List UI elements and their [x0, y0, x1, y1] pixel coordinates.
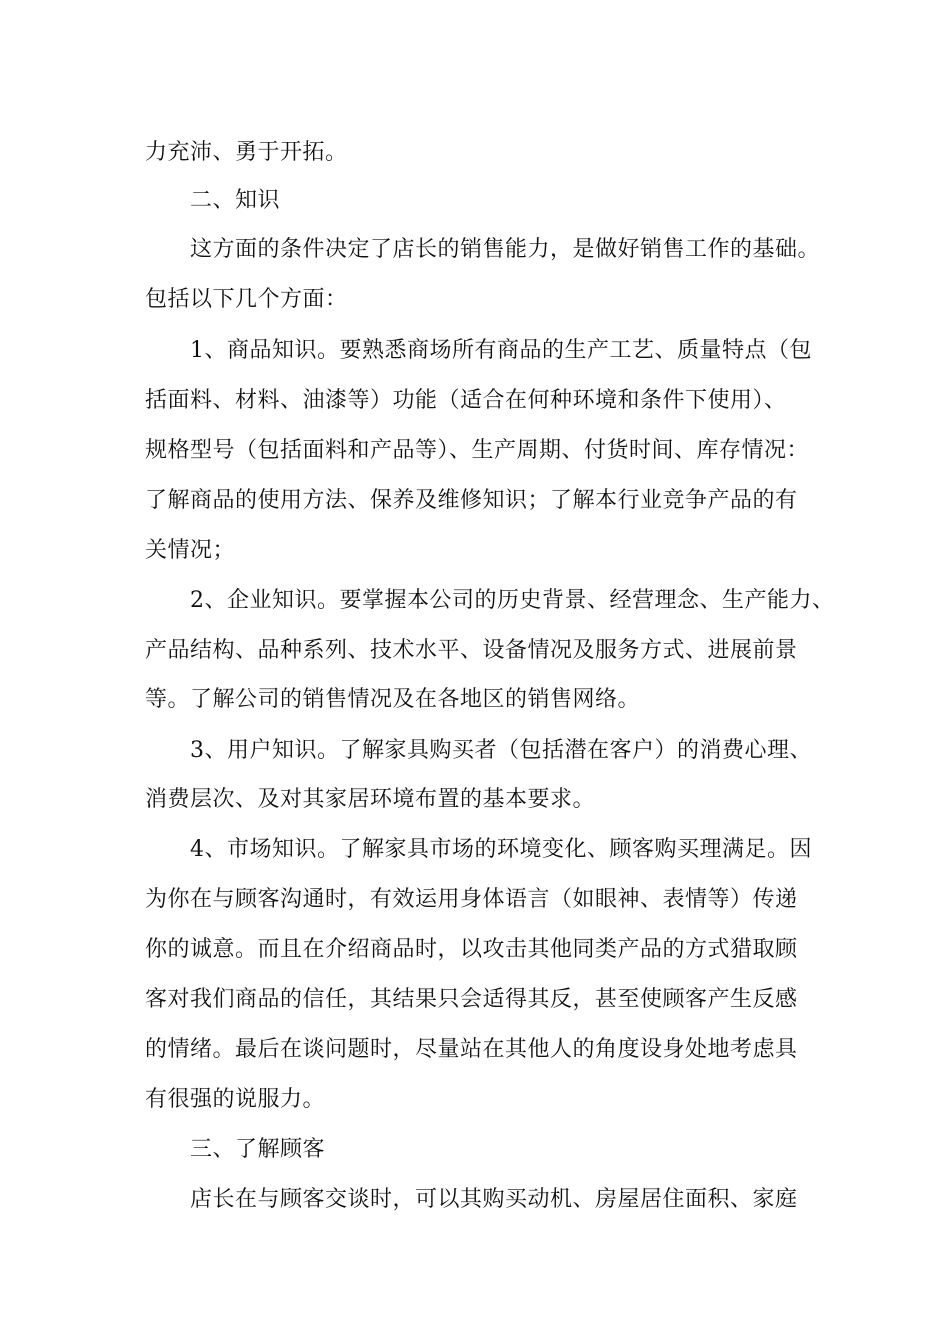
- text-line-1: 力充沛、勇于开拓。: [145, 140, 348, 165]
- text-line-9: 关情况；: [145, 538, 236, 563]
- section-heading-customers: 三、了解顾客: [190, 1137, 326, 1162]
- text-line-10: 2、企业知识。要掌握本公司的历史背景、经营理念、生产能力、: [190, 588, 835, 613]
- text-line-7: 规格型号（包括面料和产品等）、生产周期、付货时间、库存情况：: [145, 438, 810, 463]
- text-line-15: 4、市场知识。了解家具市场的环境变化、顾客购买理满足。因: [190, 837, 812, 862]
- text-line-17: 你的诚意。而且在介绍商品时，以攻击其他同类产品的方式猎取顾: [145, 937, 798, 962]
- text-line-18: 客对我们商品的信任，其结果只会适得其反，甚至使顾客产生反感: [145, 987, 798, 1012]
- text-line-8: 了解商品的使用方法、保养及维修知识；了解本行业竞争产品的有: [145, 488, 798, 513]
- text-line-13: 3、用户知识。了解家具购买者（包括潜在客户）的消费心理、: [190, 738, 812, 763]
- text-line-14: 消费层次、及对其家居环境布置的基本要求。: [145, 787, 596, 812]
- text-line-3: 这方面的条件决定了店长的销售能力，是做好销售工作的基础。: [190, 237, 821, 262]
- text-line-20: 有很强的说服力。: [145, 1087, 326, 1112]
- text-line-12: 等。了解公司的销售情况及在各地区的销售网络。: [145, 687, 641, 712]
- text-line-6: 括面料、材料、油漆等）功能（适合在何种环境和条件下使用）、: [145, 388, 787, 413]
- text-line-19: 的情绪。最后在谈问题时，尽量站在其他人的角度设身处地考虑具: [145, 1037, 798, 1062]
- text-line-16: 为你在与顾客沟通时，有效运用身体语言（如眼神、表情等）传递: [145, 887, 798, 912]
- text-line-11: 产品结构、品种系列、技术水平、设备情况及服务方式、进展前景: [145, 638, 798, 663]
- section-heading-knowledge: 二、知识: [190, 188, 281, 213]
- text-line-5: 1、商品知识。要熟悉商场所有商品的生产工艺、质量特点（包: [190, 338, 812, 363]
- text-line-4: 包括以下几个方面：: [145, 287, 348, 312]
- text-line-22: 店长在与顾客交谈时，可以其购买动机、房屋居住面积、家庭: [190, 1187, 798, 1212]
